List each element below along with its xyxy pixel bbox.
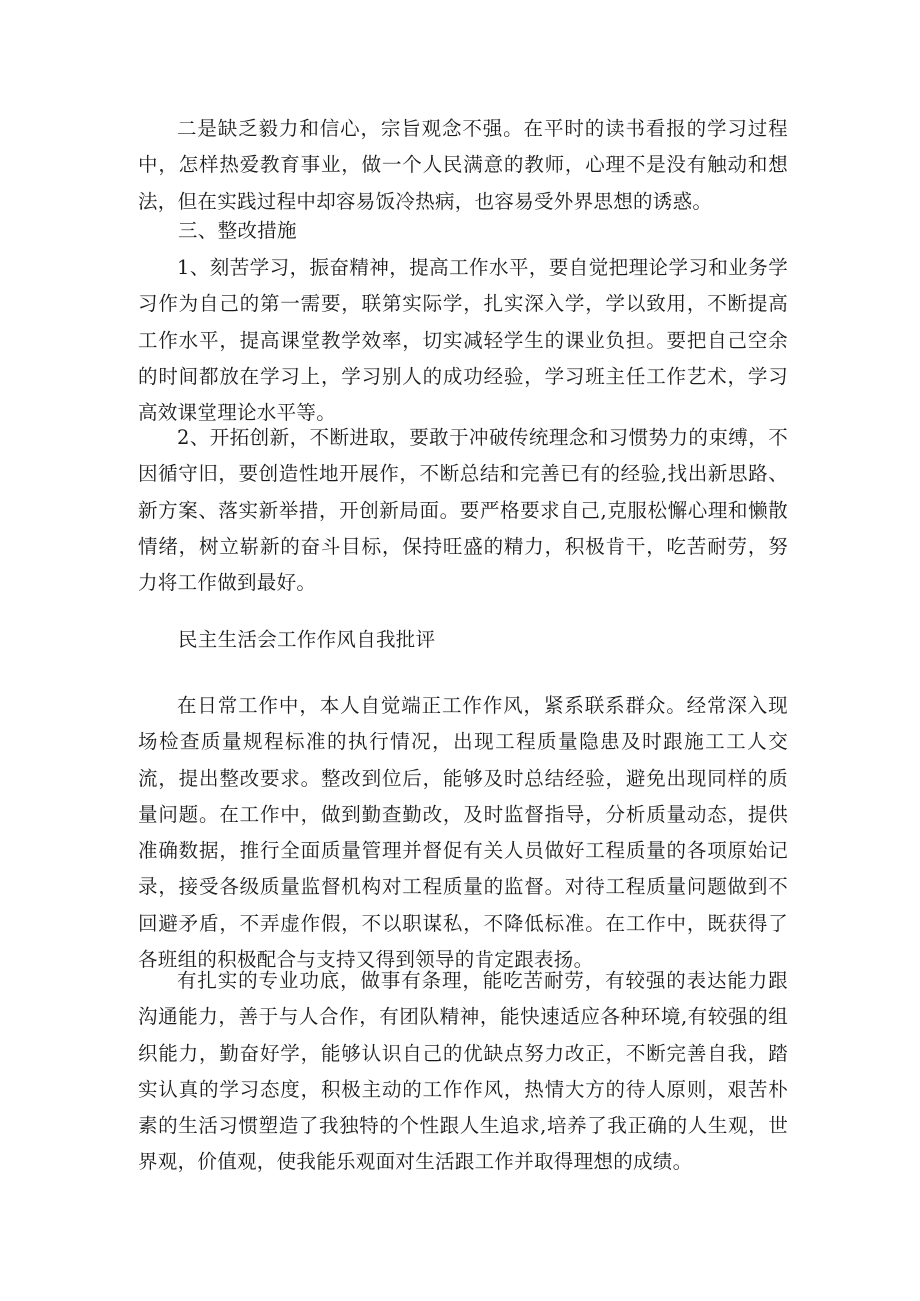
paragraph-measure-1: 1、刻苦学习，振奋精神，提高工作水平，要自觉把理论学习和业务学习作为自己的第一需要，联第实际学，扎实深入学，学以致用，不断提高工作水平，提高课堂教学效率，切实减轻学生的课业负担。要把自己空余的时间都放在学习上，学习别人的成功经验，学习班主任工作艺术，学习高效课堂理论水平等。 bbox=[138, 256, 788, 425]
paragraph-lack-perseverance: 二是缺乏毅力和信心，宗旨观念不强。在平时的读书看报的学习过程中，怎样热爱教育事业，做一个人民满意的教师，心理不是没有触动和想法，但在实践过程中却容易饭冷热病，也容易受外界思想的诱惑。 bbox=[138, 117, 788, 213]
section-title: 民主生活会工作作风自我批评 bbox=[178, 628, 436, 651]
paragraph-daily-work: 在日常工作中，本人自觉端正工作作风，紧系联系群众。经常深入现场检查质量规程标准的执行情况，出现工程质量隐患及时跟施工工人交流，提出整改要求。整改到位后，能够及时总结经验，避免出现同样的质量问题。在工作中，做到勤查勤改，及时监督指导，分析质量动态，提供准确数据，推行全面质量管理并督促有关人员做好工程质量的各项原始记录，接受各级质量监督机构对工程质量的监督。对待工程质量问题做到不回避矛盾，不弄虚作假，不以职谋私，不降低标准。在工作中，既获得了各班组的积极配合与支持又得到领导的肯定跟表扬。 bbox=[138, 694, 788, 972]
paragraph-measure-2: 2、开拓创新，不断进取，要敢于冲破传统理念和习惯势力的束缚，不因循守旧，要创造性地开展作，不断总结和完善已有的经验,找出新思路、新方案、落实新举措，开创新局面。要严格要求自己,克服松懈心理和懒散情绪，树立崭新的奋斗目标，保持旺盛的精力，积极肯干，吃苦耐劳，努力将工作做到最好。 bbox=[138, 426, 788, 595]
paragraph-strengths: 有扎实的专业功底，做事有条理，能吃苦耐劳，有较强的表达能力跟沟通能力，善于与人合作，有团队精神，能快速适应各种环境,有较强的组织能力，勤奋好学，能够认识自己的优缺点努力改正，不断完善自我，踏实认真的学习态度，积极主动的工作作风，热情大方的待人原则，艰苦朴素的生活习惯塑造了我独特的个性跟人生追求,培养了我正确的人生观，世界观，价值观，使我能乐观面对生活跟工作并取得理想的成绩。 bbox=[138, 969, 788, 1174]
heading-rectification-measures: 三、整改措施 bbox=[178, 219, 297, 242]
